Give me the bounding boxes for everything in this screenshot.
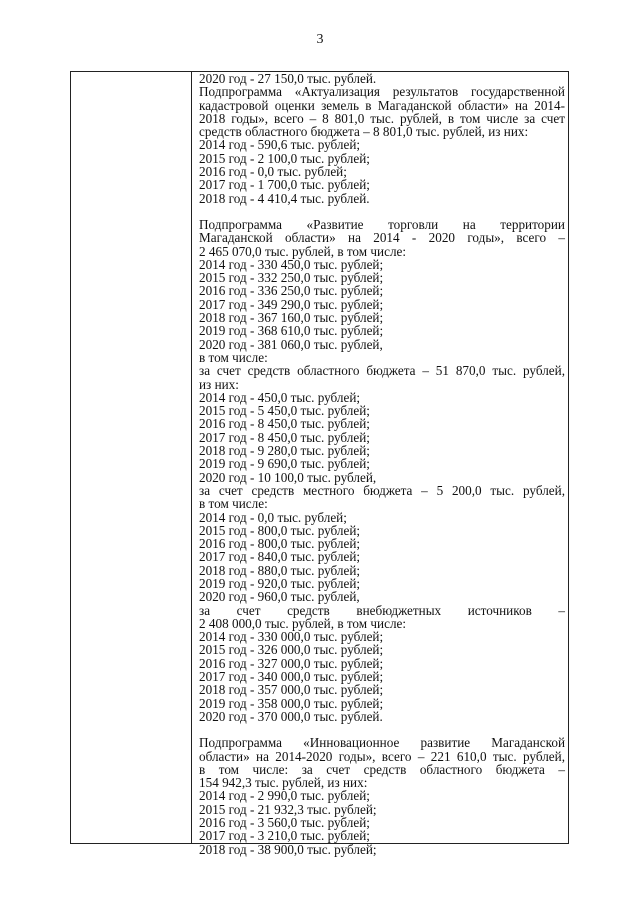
year-line: 2017 год - 840,0 тыс. рублей; [199, 549, 361, 565]
year-line: 2016 год - 0,0 тыс. рублей; [199, 164, 347, 180]
year-line: 2019 год - 358 000,0 тыс. рублей; [199, 695, 384, 711]
text-line: Подпрограмма «Инновационное развитие Магаданской [199, 735, 565, 751]
text-line: средств областного бюджета – 8 801,0 тыс. рублей, из них: [199, 124, 529, 140]
year-line: 2018 год - 38 900,0 тыс. рублей; [199, 841, 377, 857]
year-line: 2020 год - 960,0 тыс. рублей, [199, 589, 360, 605]
table-right-column [199, 72, 565, 869]
text-line: за счет средств областного бюджета – 51 870,0 тыс. рублей, [199, 363, 565, 379]
year-line: 2016 год - 336 250,0 тыс. рублей; [199, 283, 384, 299]
text-line: Магаданской области» на 2014 - 2020 годы», всего – [199, 230, 565, 246]
text-line: за счет средств внебюджетных источников – [199, 602, 565, 618]
year-line: 2018 год - 357 000,0 тыс. рублей; [199, 682, 384, 698]
text-line: в том числе: за счет средств областного бюджета – [199, 761, 565, 777]
year-line: 2020 год - 381 060,0 тыс. рублей, [199, 336, 383, 352]
year-line: 2016 год - 8 450,0 тыс. рублей; [199, 416, 370, 432]
text-line: Подпрограмма «Развитие торговли на территории [199, 216, 565, 232]
text-line: 2 408 000,0 тыс. рублей, в том числе: [199, 615, 407, 631]
subprogram-cadastral [199, 85, 565, 205]
text-line: Подпрограмма «Актуализация результатов государственной [199, 84, 565, 100]
year-line: 2015 год - 2 100,0 тыс. рублей; [199, 150, 370, 166]
continued-line: 2020 год - 27 150,0 тыс. рублей. [199, 71, 377, 86]
page-number: 3 [316, 32, 324, 47]
year-line: 2016 год - 3 560,0 тыс. рублей; [199, 815, 370, 831]
year-line: 2018 год - 367 160,0 тыс. рублей; [199, 310, 384, 326]
year-line: 2015 год - 800,0 тыс. рублей; [199, 522, 361, 538]
text-line: 154 942,3 тыс. рублей, из них: [199, 775, 368, 791]
text-line: кадастровой оценки земель в Магаданской области» на 2014- [199, 97, 565, 113]
text-line: области» на 2014-2020 годы», всего – 221 610,0 тыс. рублей, [199, 748, 565, 764]
year-line: 2019 год - 368 610,0 тыс. рублей; [199, 323, 384, 339]
year-line: 2019 год - 9 690,0 тыс. рублей; [199, 456, 370, 472]
year-line: 2014 год - 330 450,0 тыс. рублей; [199, 256, 384, 272]
year-line: 2015 год - 326 000,0 тыс. рублей; [199, 642, 384, 658]
year-line: 2014 год - 2 990,0 тыс. рублей; [199, 788, 370, 804]
year-line: 2017 год - 349 290,0 тыс. рублей; [199, 296, 384, 312]
year-line: 2017 год - 1 700,0 тыс. рублей; [199, 177, 370, 193]
year-line: 2019 год - 920,0 тыс. рублей; [199, 575, 361, 591]
year-line: 2020 год - 370 000,0 тыс. рублей. [199, 708, 383, 724]
text-line: в том числе: [199, 496, 268, 512]
year-line: 2017 год - 3 210,0 тыс. рублей; [199, 828, 370, 844]
text-line: 2018 годы», всего – 8 801,0 тыс. рублей, в том числе за счет [199, 110, 565, 126]
year-line: 2017 год - 340 000,0 тыс. рублей; [199, 669, 384, 685]
year-line: 2016 год - 800,0 тыс. рублей; [199, 536, 361, 552]
subprogram-trade [199, 218, 565, 723]
year-line: 2016 год - 327 000,0 тыс. рублей; [199, 655, 384, 671]
year-line: 2015 год - 332 250,0 тыс. рублей; [199, 270, 384, 286]
text-line: за счет средств местного бюджета – 5 200,0 тыс. рублей, [199, 482, 565, 498]
year-line: 2018 год - 9 280,0 тыс. рублей; [199, 443, 370, 459]
year-line: 2018 год - 880,0 тыс. рублей; [199, 562, 361, 578]
table-left-column [71, 72, 192, 843]
year-line: 2014 год - 450,0 тыс. рублей; [199, 389, 361, 405]
year-line: 2015 год - 5 450,0 тыс. рублей; [199, 403, 370, 419]
year-line: 2014 год - 330 000,0 тыс. рублей; [199, 629, 384, 645]
document-table [70, 71, 569, 857]
year-line: 2018 год - 4 410,4 тыс. рублей. [199, 190, 370, 206]
text-line: из них: [199, 376, 239, 392]
text-line: в том числе: [199, 349, 268, 365]
year-line: 2014 год - 590,6 тыс. рублей; [199, 137, 361, 153]
subprogram-innovation [199, 736, 565, 856]
year-line: 2015 год - 21 932,3 тыс. рублей; [199, 801, 377, 817]
year-line: 2017 год - 8 450,0 тыс. рублей; [199, 429, 370, 445]
text-line: 2 465 070,0 тыс. рублей, в том числе: [199, 243, 407, 259]
year-line: 2014 год - 0,0 тыс. рублей; [199, 509, 347, 525]
year-line: 2020 год - 10 100,0 тыс. рублей, [199, 469, 377, 485]
